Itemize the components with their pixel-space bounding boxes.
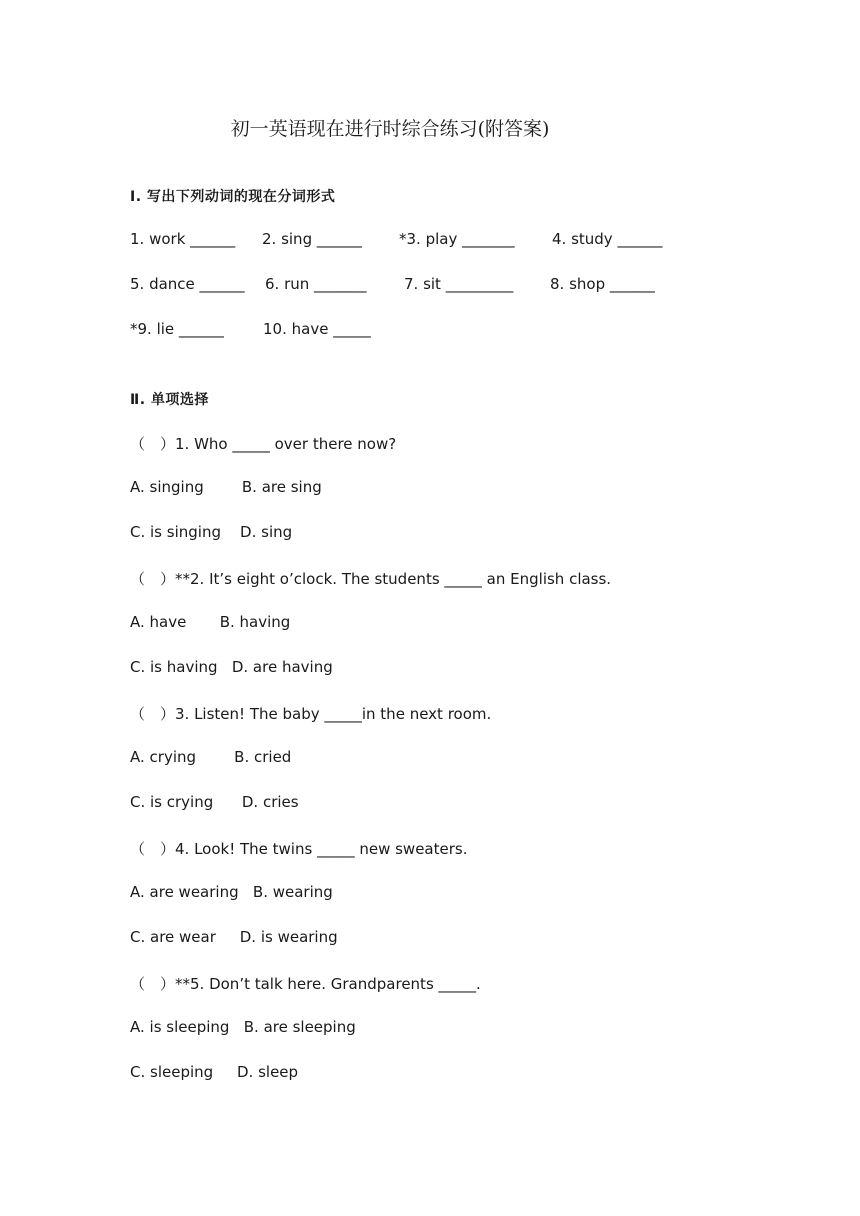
verb-item: 2. sing ______ — [262, 230, 362, 248]
options-line: A. have B. having — [130, 613, 291, 631]
question-line: （ ）1. Who _____ over there now? — [130, 435, 397, 453]
options-line: A. are wearing B. wearing — [130, 883, 333, 901]
verb-item: *3. play _______ — [399, 230, 515, 248]
verb-item: 4. study ______ — [552, 230, 663, 248]
question-line: （ ）**5. Don’t talk here. Grandparents _____. — [130, 975, 481, 993]
options-line: A. is sleeping B. are sleeping — [130, 1018, 356, 1036]
verb-item: 1. work ______ — [130, 230, 236, 248]
verb-item: 6. run _______ — [265, 275, 367, 293]
options-line: A. crying B. cried — [130, 748, 292, 766]
verb-item: 10. have _____ — [263, 320, 371, 338]
question-line: （ ）3. Listen! The baby _____in the next room. — [130, 705, 492, 723]
verb-row-2 — [0, 275, 860, 297]
options-line: C. is crying D. cries — [130, 793, 299, 811]
document-title: 初一英语现在进行时综合练习(附答案) — [230, 118, 550, 140]
options-line: C. is having D. are having — [130, 658, 333, 676]
section-1-heading: Ⅰ. 写出下列动词的现在分词形式 — [130, 189, 336, 205]
options-line: C. sleeping D. sleep — [130, 1063, 299, 1081]
verb-item: 8. shop ______ — [550, 275, 655, 293]
question-line: （ ）4. Look! The twins _____ new sweaters. — [130, 840, 468, 858]
verb-item: 5. dance ______ — [130, 275, 245, 293]
question-line: （ ）**2. It’s eight o’clock. The students _____ an English class. — [130, 570, 612, 588]
verb-row-1 — [0, 230, 860, 252]
verb-item: 7. sit _________ — [404, 275, 514, 293]
verb-item: *9. lie ______ — [130, 320, 224, 338]
verb-row-3 — [0, 320, 860, 342]
options-line: A. singing B. are sing — [130, 478, 322, 496]
options-line: C. is singing D. sing — [130, 523, 293, 541]
options-line: C. are wear D. is wearing — [130, 928, 338, 946]
section-2-heading: Ⅱ. 单项选择 — [130, 392, 209, 408]
